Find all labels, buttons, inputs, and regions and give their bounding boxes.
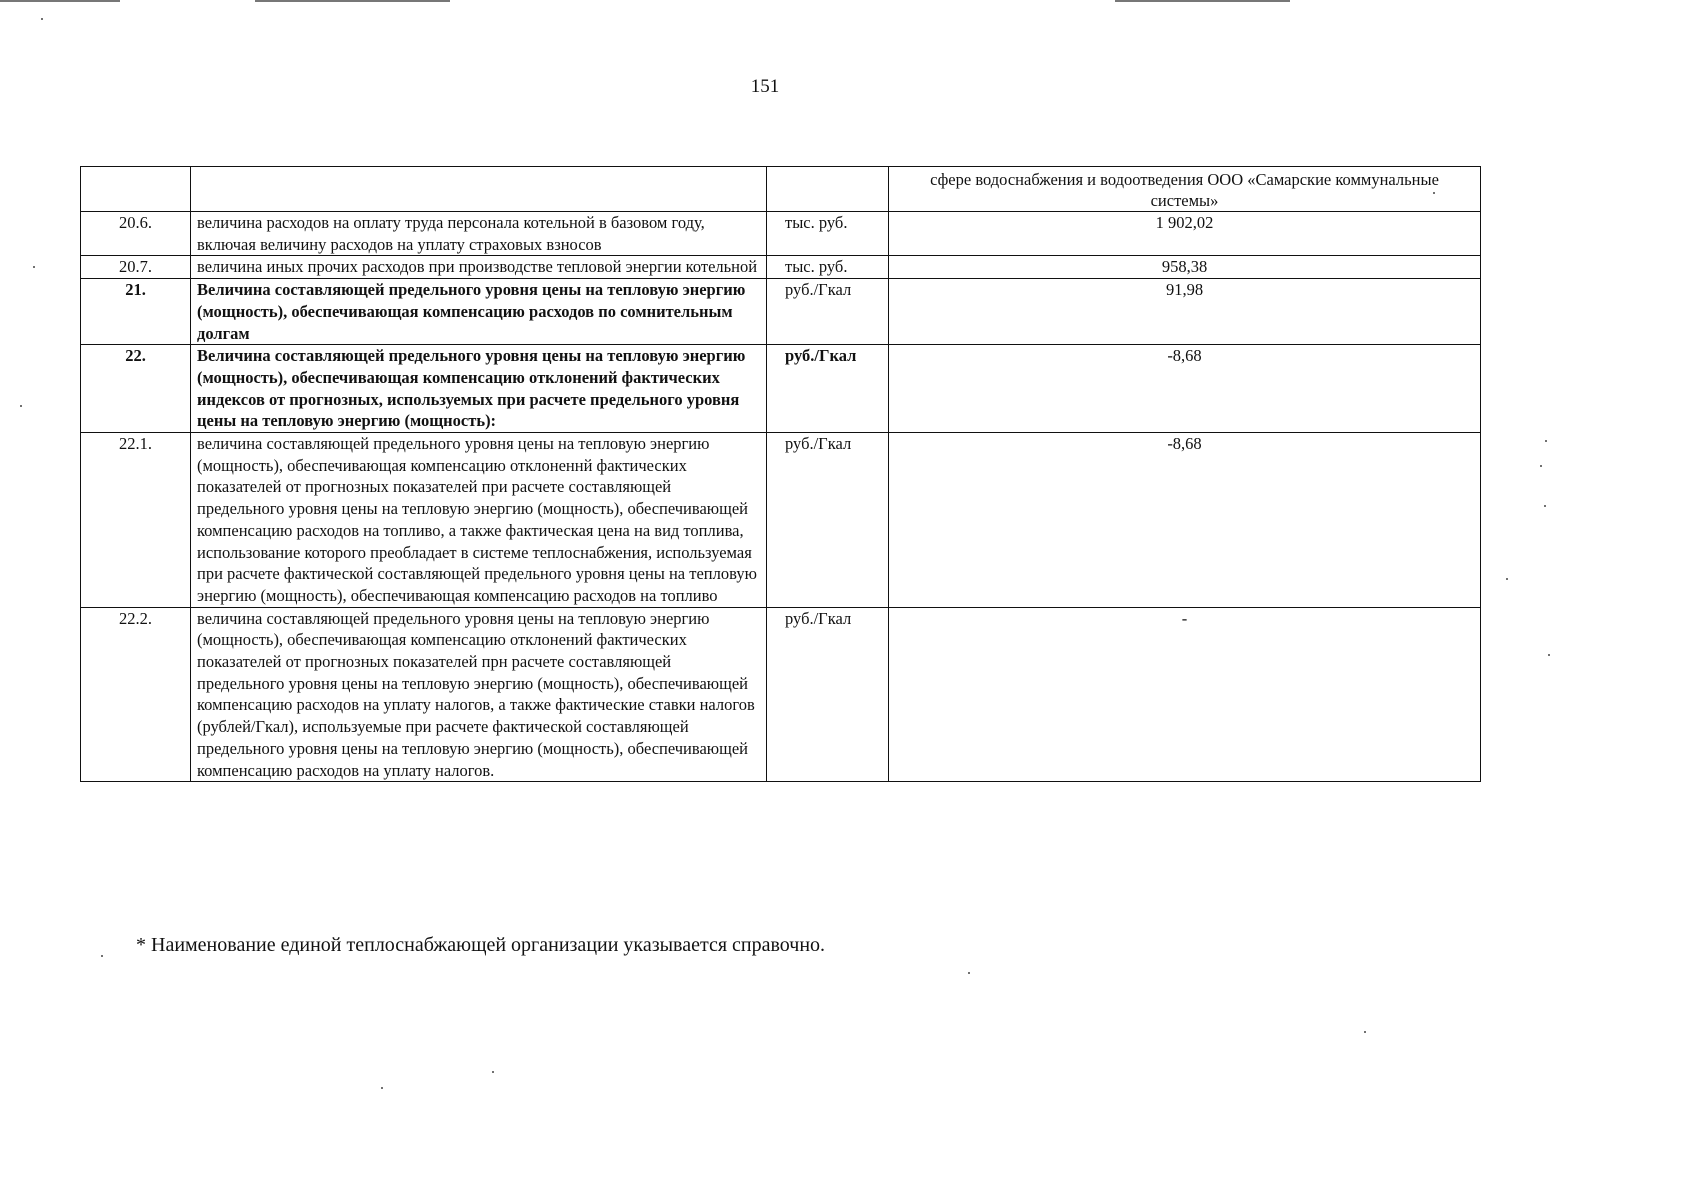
tariff-table (80, 166, 1481, 782)
table-row (81, 607, 1481, 782)
scan-speck (33, 266, 35, 268)
scan-artifact-rule (1115, 0, 1290, 2)
row-number: 22.1. (81, 433, 191, 608)
table-row (81, 345, 1481, 433)
row-description: величина расходов на оплату труда персонала котельной в базовом году, включая величину расходов на уплату страховых взносов (191, 212, 767, 256)
row-number: 20.7. (81, 256, 191, 279)
row-number: 22.2. (81, 607, 191, 782)
table-row (81, 256, 1481, 279)
row-value: 1 902,02 (889, 212, 1481, 256)
scan-speck (492, 1071, 494, 1073)
row-description: Величина составляющей предельного уровня цены на тепловую энергию (мощность), обеспечивающая компенсацию расходов по сомнительным долгам (191, 279, 767, 345)
row-unit: руб./Гкал (767, 433, 889, 608)
scan-speck (1506, 578, 1508, 580)
row-number: 21. (81, 279, 191, 345)
scan-speck (1544, 505, 1546, 507)
row-unit: руб./Гкал (767, 279, 889, 345)
scan-speck (968, 972, 970, 974)
header-value-cell: сфере водоснабжения и водоотведения ООО «Самарские коммунальные системы» (889, 167, 1481, 212)
table-row (81, 433, 1481, 608)
row-unit: руб./Гкал (767, 345, 889, 433)
footnote: * Наименование единой теплоснабжающей организации указывается справочно. (136, 934, 826, 956)
row-value: 91,98 (889, 279, 1481, 345)
row-description: величина составляющей предельного уровня цены на тепловую энергию (мощность), обеспечивающая компенсацию отклонений фактических показателей от прогнозных показателей прн расчете составляющей предельного уровня цены на тепловую энергию (мощность), обеспечивающей компенсацию расходов на уплату налогов, а также фактические ставки налогов (рублей/Гкал), используемые при расчете фактической составляющей предельного уровня цены на тепловую энергию (мощность), обеспечивающей компенсацию расходов на уплату налогов. (191, 607, 767, 782)
scan-speck (381, 1087, 383, 1089)
scan-artifact-rule (0, 0, 120, 2)
scan-speck (1548, 654, 1550, 656)
scan-speck (41, 18, 43, 20)
header-unit-cell (767, 167, 889, 212)
row-unit: тыс. руб. (767, 212, 889, 256)
tariff-table-container (80, 166, 1480, 782)
scan-speck (20, 405, 22, 407)
row-value: -8,68 (889, 345, 1481, 433)
page-number: 151 (750, 76, 780, 97)
row-description: Величина составляющей предельного уровня цены на тепловую энергию (мощность), обеспечивающая компенсацию отклонений фактических индексов от прогнозных, используемых при расчете предельного уровня цены на тепловую энергию (мощность): (191, 345, 767, 433)
row-value: -8,68 (889, 433, 1481, 608)
row-unit: тыс. руб. (767, 256, 889, 279)
table-row (81, 212, 1481, 256)
table-header-row (81, 167, 1481, 212)
row-value: - (889, 607, 1481, 782)
row-value: 958,38 (889, 256, 1481, 279)
header-desc-cell (191, 167, 767, 212)
table-row (81, 279, 1481, 345)
scan-speck (1540, 465, 1542, 467)
scan-speck (1545, 440, 1547, 442)
scan-artifact-rule (255, 0, 450, 2)
scan-speck (101, 955, 103, 957)
row-description: величина иных прочих расходов при производстве тепловой энергии котельной (191, 256, 767, 279)
row-unit: руб./Гкал (767, 607, 889, 782)
row-description: величина составляющей предельного уровня цены на тепловую энергию (мощность), обеспечивающая компенсацию отклоненнй фактических показателей от прогнозных показателей при расчете составляющей предельного уровня цены на тепловую энергию (мощность), обеспечивающей компенсацию расходов на топливо, а также фактическая цена на вид топлива, использование которого преобладает в системе теплоснабжения, используемая при расчете фактической составляющей предельного уровня цены на тепловую энергию (мощность), обеспечивающая компенсацию расходов на топливо (191, 433, 767, 608)
row-number: 22. (81, 345, 191, 433)
scan-speck (1364, 1031, 1366, 1033)
row-number: 20.6. (81, 212, 191, 256)
header-num-cell (81, 167, 191, 212)
